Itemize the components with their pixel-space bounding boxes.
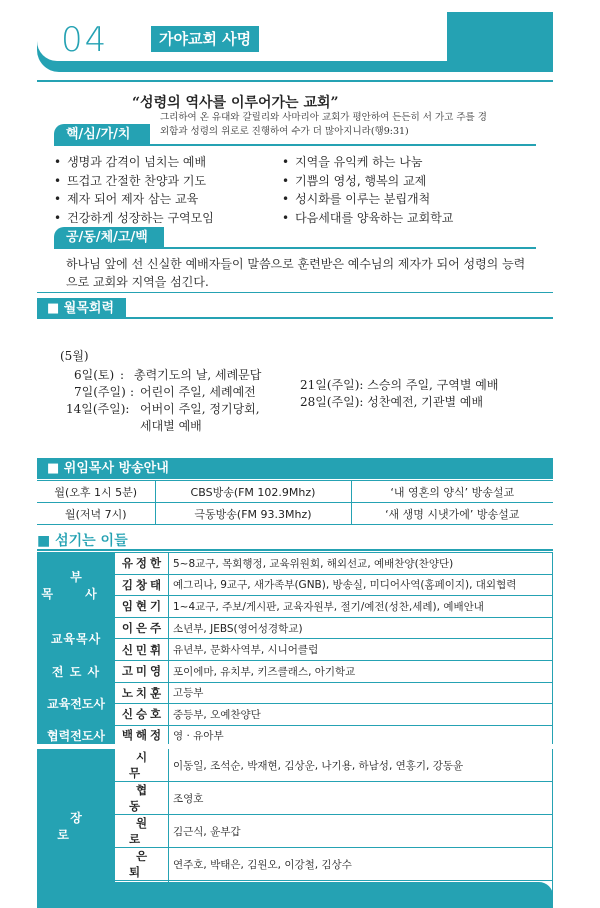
core-values-left: [54, 153, 214, 227]
schedule-date: 28일(주일):: [300, 395, 364, 409]
broadcast-time: 월(저녁 7시): [37, 503, 155, 525]
staff-role: 이동일, 조석순, 박재현, 김상운, 나기용, 하남성, 연홍기, 강동윤: [169, 747, 553, 782]
core-value-item: • 건강하게 성장하는 구역모임: [54, 209, 214, 228]
schedule-event: 스승의 주일, 구역별 예배: [367, 378, 499, 392]
staff-name: 노치훈: [115, 682, 169, 704]
meeting-label: ■ 월목회력: [37, 298, 126, 319]
page-footer-bar: [37, 882, 553, 908]
core-values-label: 핵/심/가/치: [54, 124, 150, 146]
table-row: [38, 660, 553, 682]
schedule-row: [140, 418, 261, 435]
staff-name: 김창태: [115, 574, 169, 596]
staff-role: 영 · 유아부: [169, 725, 553, 747]
staff-role: 조영호: [169, 782, 553, 815]
schedule-row: [300, 377, 498, 394]
core-value-item: • 뜨겁고 간절한 찬양과 기도: [54, 172, 214, 191]
community-rule: [164, 247, 536, 249]
staff-table: [37, 552, 553, 903]
section-title: 가야교회 사명: [151, 26, 259, 52]
staff-role: 소년부, JEBS(영어성경학교): [169, 617, 553, 639]
schedule-date: 7일(주일): [74, 385, 126, 399]
schedule-event: 총력기도의 날, 세례문답: [134, 368, 262, 382]
table-row: [38, 725, 553, 747]
broadcast-channel: 극동방송(FM 93.3Mhz): [155, 503, 351, 525]
staff-role: 5~8교구, 목회행정, 교육위원회, 해외선교, 예배찬양(찬양단): [169, 553, 553, 575]
table-row: [38, 815, 553, 848]
schedule-left: [66, 367, 262, 435]
staff-name: 신민휘: [115, 639, 169, 661]
schedule-sep: :: [120, 368, 125, 382]
core-value-item: • 다음세대를 양육하는 교회학교: [282, 209, 453, 228]
staff-role: 유년부, 문화사역부, 시니어클럽: [169, 639, 553, 661]
staff-category: 협력전도사: [38, 725, 115, 747]
schedule-row: [66, 401, 261, 418]
table-row: [38, 704, 553, 726]
core-values-right: [282, 153, 453, 227]
table-row: [38, 747, 553, 782]
table-row: [38, 574, 553, 596]
table-row: [38, 782, 553, 815]
schedule-row: [74, 384, 261, 401]
table-row: [37, 503, 553, 525]
schedule-date: 21일(주일):: [300, 378, 364, 392]
schedule-event: 성찬예전, 기관별 예배: [367, 395, 484, 409]
table-row: [38, 553, 553, 575]
staff-name: 유정한: [115, 553, 169, 575]
schedule-row: [300, 394, 498, 411]
staff-category: 장 로: [38, 747, 115, 903]
staff-category: 부 목 사: [38, 553, 115, 618]
core-value-item: • 지역을 유익케 하는 나눔: [282, 153, 453, 172]
motto-verse: 그리하여 온 유대와 갈릴리와 사마리아 교회가 평안하여 든든히 서 가고 주를 경외함과 성령의 위로로 진행하여 수가 더 많아지니라(행9:31): [160, 112, 487, 137]
core-value-item: • 성시화를 이루는 분립개척: [282, 190, 453, 209]
schedule-month: (5월): [60, 349, 89, 363]
community-confession: 하나님 앞에 선 신실한 예배자들이 말씀으로 훈련받은 예수님의 제자가 되어 성령의 능력으로 교회와 지역을 섬긴다.: [66, 257, 526, 289]
broadcast-program: ‘새 생명 시냇가에’ 방송설교: [351, 503, 553, 525]
schedule-event: 어버이 주일, 정기당회,: [140, 402, 260, 416]
schedule-row: [74, 367, 261, 384]
staff-category: 교육목사: [38, 617, 115, 660]
core-value-item: • 제자 되어 제자 삼는 교육: [54, 190, 214, 209]
staff-name: 원 로: [115, 815, 169, 848]
schedule-event: 어린이 주일, 세례예전: [140, 385, 256, 399]
core-value-item: • 생명과 감격이 넘치는 예배: [54, 153, 214, 172]
table-row: [38, 617, 553, 639]
staff-name: 은 퇴: [115, 848, 169, 881]
staff-role: 고등부: [169, 682, 553, 704]
staff-name: 임현기: [115, 596, 169, 618]
staff-role: 포이에마, 유치부, 키즈클래스, 아기학교: [169, 660, 553, 682]
schedule-date: 6일(토): [74, 368, 115, 382]
staff-label: ■ 섬기는 이들: [37, 533, 128, 549]
core-values-rule: [150, 144, 536, 146]
schedule-event: 세대별 예배: [140, 419, 202, 433]
staff-role: 중등부, 오예찬양단: [169, 704, 553, 726]
staff-category: 전 도 사: [38, 660, 115, 682]
table-row: [37, 481, 553, 503]
staff-role: 예그리나, 9교구, 새가족부(GNB), 방송실, 미디어사역(홈페이지), 대외협력: [169, 574, 553, 596]
table-row: [38, 848, 553, 881]
staff-role: 연주호, 박태은, 김원오, 이강철, 김상수: [169, 848, 553, 881]
core-value-item: • 기쁨의 영성, 행복의 교제: [282, 172, 453, 191]
schedule-sep: :: [130, 385, 135, 399]
broadcast-program: ‘내 영혼의 양식’ 방송설교: [351, 481, 553, 503]
broadcast-time: 월(오후 1시 5분): [37, 481, 155, 503]
church-motto: “성령의 역사를 이루어가는 교회”: [132, 95, 339, 111]
staff-name: 백해정: [115, 725, 169, 747]
section-number: 04: [61, 20, 109, 60]
staff-category: 교육전도사: [38, 682, 115, 725]
table-row: [38, 596, 553, 618]
staff-role: 1~4교구, 주보/게시판, 교육자원부, 절기/예전(성찬,세례), 예배안내: [169, 596, 553, 618]
staff-role: 김근식, 윤부갑: [169, 815, 553, 848]
broadcast-table: [37, 480, 553, 525]
staff-name: 이은주: [115, 617, 169, 639]
community-label: 공/동/체/고/백: [54, 227, 164, 249]
staff-name: 협 동: [115, 782, 169, 815]
schedule-right: [300, 377, 498, 411]
schedule-date: 14일(주일):: [66, 402, 130, 416]
page-header: [37, 12, 553, 72]
broadcast-channel: CBS방송(FM 102.9Mhz): [155, 481, 351, 503]
staff-name: 시 무: [115, 747, 169, 782]
staff-name: 고미영: [115, 660, 169, 682]
staff-name: 신승호: [115, 704, 169, 726]
broadcast-label: ■ 위임목사 방송안내: [37, 458, 553, 479]
table-row: [38, 682, 553, 704]
table-row: [38, 639, 553, 661]
